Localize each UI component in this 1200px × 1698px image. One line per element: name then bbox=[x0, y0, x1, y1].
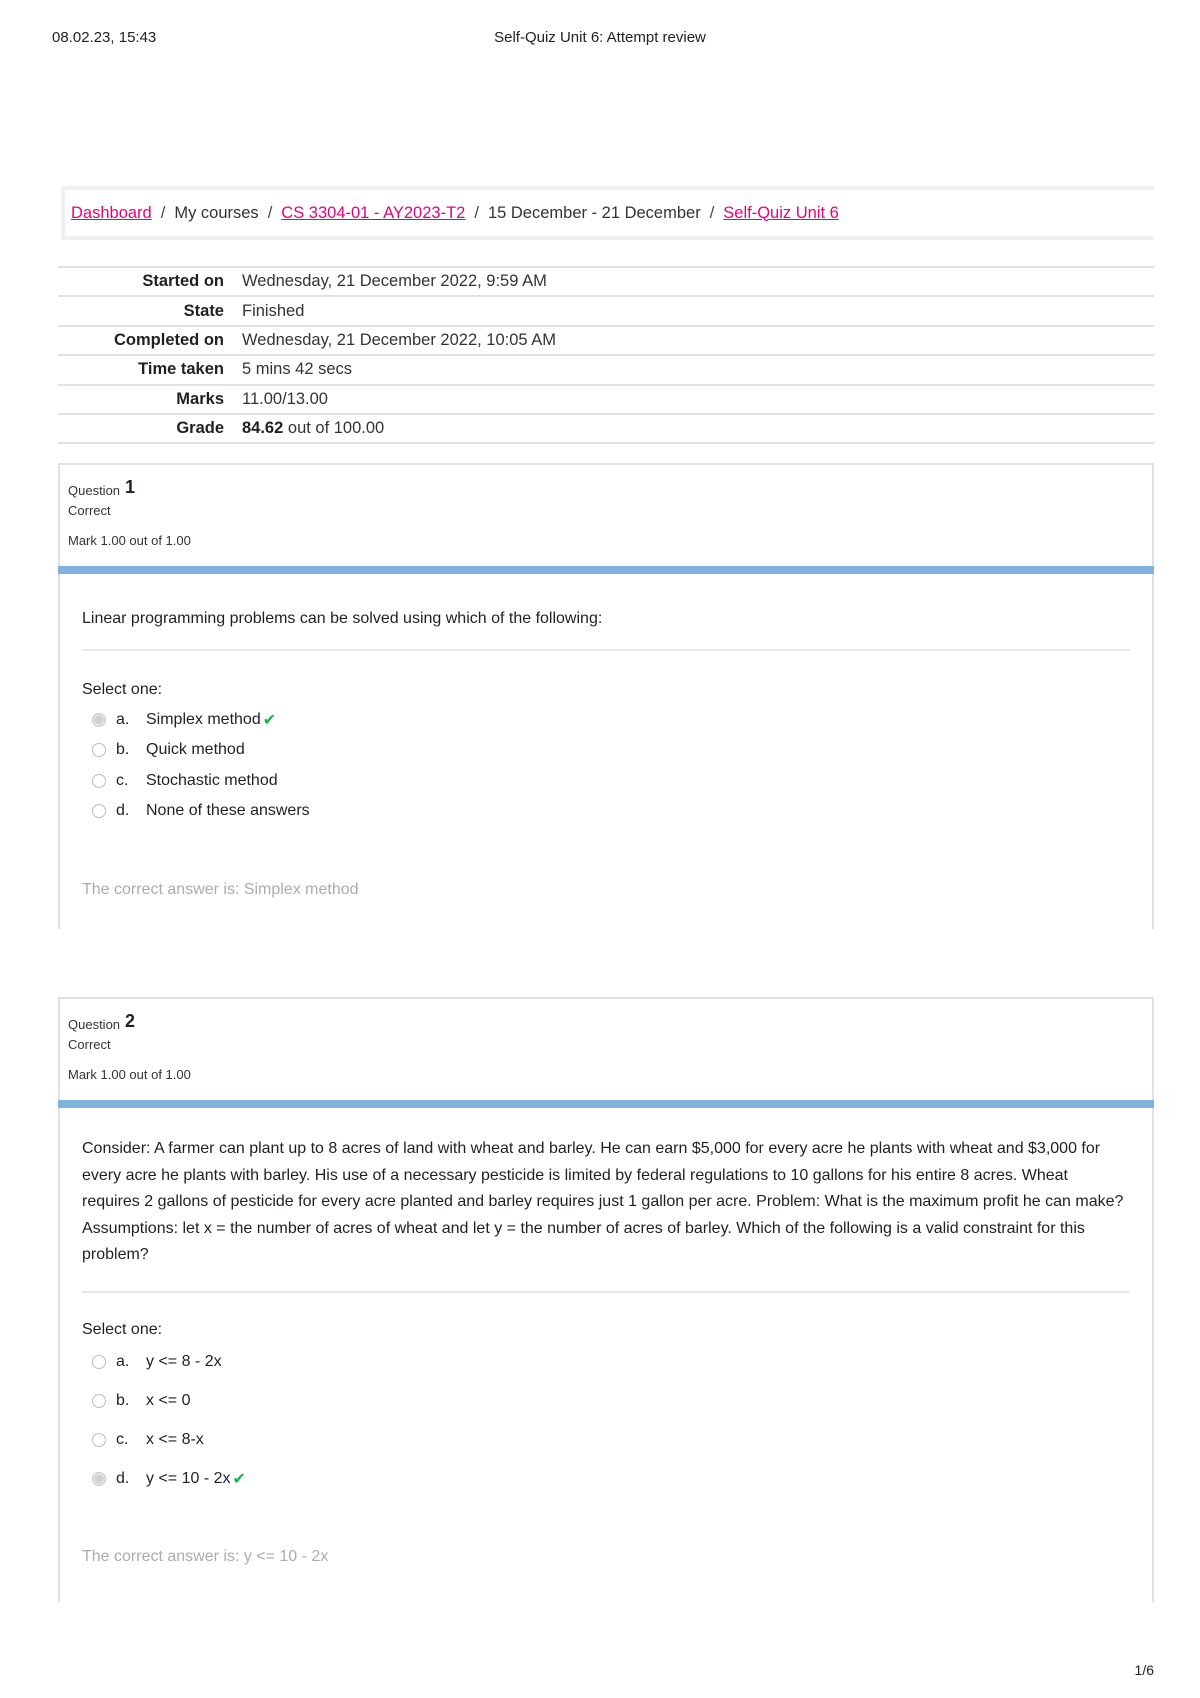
answer-option[interactable] bbox=[82, 796, 1130, 827]
breadcrumb-separator: / bbox=[160, 203, 166, 222]
summary-label: State bbox=[183, 301, 224, 320]
grade-score: 84.62 bbox=[242, 419, 284, 438]
summary-value bbox=[224, 419, 384, 438]
answer-option[interactable] bbox=[82, 735, 1130, 766]
breadcrumb-separator: / bbox=[709, 203, 715, 222]
print-page-number: 1/6 bbox=[1134, 1662, 1154, 1678]
question-grade: Mark 1.00 out of 1.00 bbox=[68, 533, 191, 548]
correct-answer-feedback: The correct answer is: y <= 10 - 2x bbox=[82, 1548, 329, 1565]
breadcrumb-separator: / bbox=[267, 203, 273, 222]
correct-check-icon: ✔ bbox=[232, 1471, 246, 1488]
print-header bbox=[0, 29, 1200, 49]
summary-row-marks bbox=[58, 386, 1154, 415]
question-label: Question bbox=[68, 483, 121, 498]
answer-option[interactable] bbox=[82, 705, 1130, 736]
question-status-bar bbox=[58, 1100, 1154, 1108]
correct-answer-feedback: The correct answer is: Simplex method bbox=[82, 881, 359, 898]
radio-button[interactable] bbox=[92, 804, 106, 818]
summary-label: Completed on bbox=[114, 330, 224, 349]
attempt-summary-table bbox=[58, 266, 1154, 444]
answer-text: y <= 8 - 2x bbox=[146, 1353, 222, 1370]
select-one-prompt: Select one: bbox=[82, 680, 163, 698]
question-text: Consider: A farmer can plant up to 8 acres of land with wheat and barley. He can earn $5,000 for every acre he plants with wheat and $3,000 for every acre he plants with barley. His use of a necessary pesticide is limited by federal regulations to 10 gallons for his entire 8 acres. Wheat requires 2 gallons of pesticide for every acre planted and barley requires just 1 gallon per acre. Problem: What is the maximum profit he can make? Assumptions: let x = the number of acres of wheat and let y = the number of acres of barley. Which of the following is a valid constraint for this problem? bbox=[82, 1140, 1124, 1263]
summary-row-time-taken bbox=[58, 356, 1154, 385]
answer-letter: d. bbox=[116, 1470, 130, 1487]
summary-row-state bbox=[58, 297, 1154, 326]
breadcrumb-separator: / bbox=[474, 203, 479, 222]
radio-button[interactable] bbox=[92, 774, 106, 788]
answer-text: Quick method bbox=[146, 741, 245, 759]
answer-option[interactable] bbox=[82, 1460, 1130, 1499]
radio-button[interactable] bbox=[92, 1355, 106, 1369]
summary-label: Marks bbox=[176, 389, 224, 408]
summary-row-started bbox=[58, 268, 1154, 297]
question-grade: Mark 1.00 out of 1.00 bbox=[68, 1067, 191, 1082]
summary-row-completed bbox=[58, 327, 1154, 356]
breadcrumb-my-courses: My courses bbox=[174, 203, 259, 222]
question-text: Linear programming problems can be solved using which of the following: bbox=[82, 610, 603, 627]
grade-suffix: out of 100.00 bbox=[287, 419, 385, 438]
answer-list bbox=[82, 705, 1130, 827]
question-info bbox=[58, 463, 1154, 566]
radio-button-checked[interactable] bbox=[92, 1472, 106, 1486]
answer-text: x <= 8-x bbox=[146, 1431, 204, 1448]
answer-letter: b. bbox=[116, 1392, 130, 1409]
question-number-value: 1 bbox=[125, 477, 136, 497]
answer-option[interactable] bbox=[82, 1382, 1130, 1421]
answer-letter: a. bbox=[116, 1353, 130, 1370]
question-divider bbox=[82, 1291, 1130, 1293]
answer-text: Simplex method bbox=[146, 710, 261, 728]
answer-option[interactable] bbox=[82, 1343, 1130, 1382]
question-label: Question bbox=[68, 1017, 121, 1032]
answer-list bbox=[82, 1343, 1130, 1499]
question-1 bbox=[58, 463, 1154, 929]
question-2 bbox=[58, 997, 1154, 1602]
breadcrumb-section: 15 December - 21 December bbox=[487, 203, 701, 222]
question-number bbox=[68, 473, 1144, 498]
summary-value: Wednesday, 21 December 2022, 9:59 AM bbox=[242, 272, 547, 291]
answer-text: x <= 0 bbox=[146, 1392, 191, 1409]
summary-value: Wednesday, 21 December 2022, 10:05 AM bbox=[242, 330, 556, 349]
answer-option[interactable] bbox=[82, 1421, 1130, 1460]
print-datetime: 08.02.23, 15:43 bbox=[52, 29, 157, 46]
summary-value: 5 mins 42 secs bbox=[242, 360, 353, 379]
question-info bbox=[58, 997, 1154, 1100]
question-content bbox=[58, 574, 1154, 866]
answer-letter: c. bbox=[116, 771, 129, 789]
radio-button[interactable] bbox=[92, 743, 106, 757]
radio-button[interactable] bbox=[92, 1394, 106, 1408]
summary-label: Time taken bbox=[138, 360, 224, 379]
question-feedback bbox=[58, 866, 1154, 929]
answer-letter: b. bbox=[116, 741, 130, 759]
breadcrumb bbox=[61, 186, 1154, 240]
question-number bbox=[68, 1007, 1144, 1032]
question-state: Correct bbox=[68, 503, 111, 518]
answer-text: y <= 10 - 2x bbox=[146, 1470, 231, 1487]
question-content bbox=[58, 1108, 1154, 1540]
answer-option[interactable] bbox=[82, 766, 1130, 797]
summary-value: Finished bbox=[242, 301, 305, 320]
radio-button[interactable] bbox=[92, 1433, 106, 1447]
question-status-bar bbox=[58, 566, 1154, 574]
answer-letter: d. bbox=[116, 802, 130, 820]
question-divider bbox=[82, 649, 1130, 651]
breadcrumb-course-link[interactable]: CS 3304-01 - AY2023-T2 bbox=[281, 203, 466, 222]
summary-value: 11.00/13.00 bbox=[242, 389, 328, 408]
print-title: Self-Quiz Unit 6: Attempt review bbox=[494, 29, 706, 46]
correct-check-icon: ✔ bbox=[262, 711, 277, 729]
answer-letter: c. bbox=[116, 1431, 129, 1448]
answer-text: None of these answers bbox=[146, 802, 310, 820]
breadcrumb-quiz-link[interactable]: Self-Quiz Unit 6 bbox=[723, 203, 839, 222]
breadcrumb-dashboard-link[interactable]: Dashboard bbox=[71, 203, 152, 222]
radio-button-checked[interactable] bbox=[92, 713, 106, 727]
summary-label: Grade bbox=[176, 419, 224, 438]
question-state: Correct bbox=[68, 1037, 111, 1052]
answer-letter: a. bbox=[116, 710, 130, 728]
question-number-value: 2 bbox=[125, 1011, 136, 1031]
answer-text: Stochastic method bbox=[146, 771, 278, 789]
summary-row-grade bbox=[58, 415, 1154, 444]
select-one-prompt: Select one: bbox=[82, 1320, 163, 1338]
question-feedback bbox=[58, 1540, 1154, 1602]
summary-label: Started on bbox=[142, 272, 224, 291]
